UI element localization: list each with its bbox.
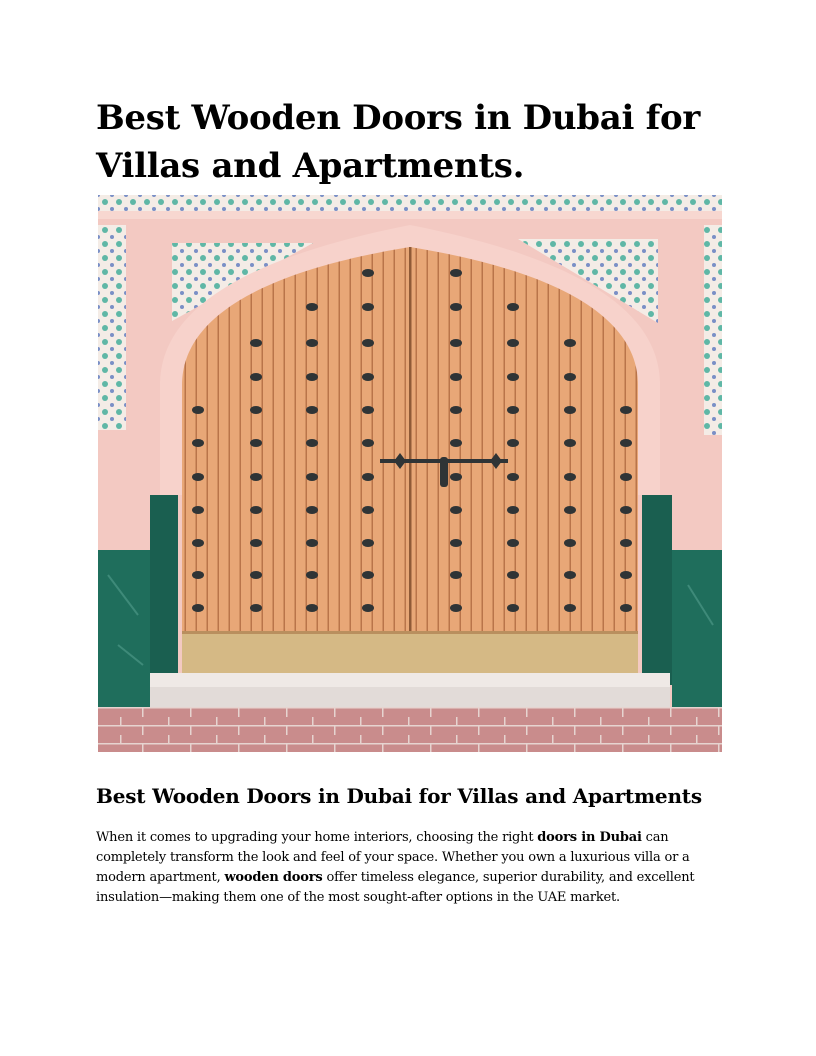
paragraph-text: offer timeless elegance, superior durability, and excellent insulation—making them one of the most sought-after options in the UAE market. (96, 870, 695, 905)
intro-paragraph (96, 828, 726, 908)
keyword-wooden-doors: wooden doors (224, 870, 323, 885)
page-title: Best Wooden Doors in Dubai for Villas and Apartments. (96, 98, 700, 186)
paragraph-text: When it comes to upgrading your home interiors, choosing the right (96, 830, 538, 845)
section-heading: Best Wooden Doors in Dubai for Villas and Apartments (96, 784, 702, 808)
wooden-door-photo (98, 195, 722, 752)
paragraph-text: can completely transform the look and feel of your space. Whether you own a luxurious villa or a modern apartment, (96, 830, 690, 885)
keyword-doors-in-dubai: doors in Dubai (537, 830, 642, 845)
